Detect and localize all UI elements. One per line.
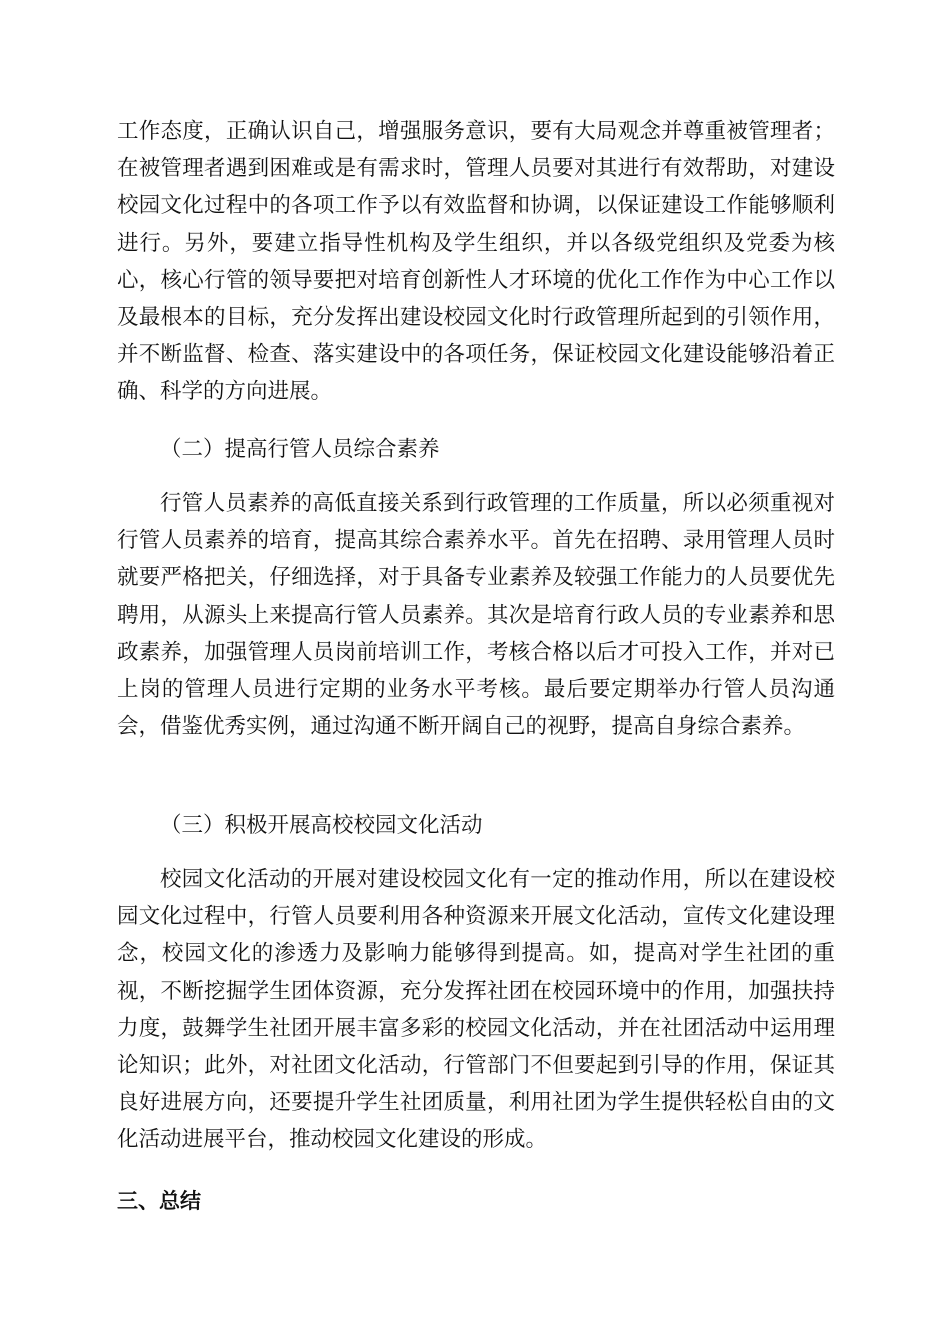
subheading-2: （二）提高行管人员综合素养 bbox=[160, 437, 440, 462]
section-a bbox=[117, 113, 835, 411]
body-paragraph-2: 行管人员素养的高低直接关系到行政管理的工作质量，所以必须重视对行管人员素养的培育，提高其综合素养水平。首先在招聘、录用管理人员时就要严格把关，仔细选择，对于具备专业素养及较强工作能力的人员要优先聘用，从源头上来提高行管人员素养。其次是培育行政人员的专业素养和思政素养，加强管理人员岗前培训工作，考核合格以后才可投入工作，并对已上岗的管理人员进行定期的业务水平考核。最后要定期举办行管人员沟通会，借鉴优秀实例，通过沟通不断开阔自己的视野，提高自身综合素养。 bbox=[117, 491, 835, 740]
section-c bbox=[117, 861, 835, 1159]
section-heading-summary: 三、总结 bbox=[117, 1189, 201, 1213]
body-paragraph-1: 工作态度，正确认识自己，增强服务意识，要有大局观念并尊重被管理者；在被管理者遇到困难或是有需求时，管理人员要对其进行有效帮助，对建设校园文化过程中的各项工作予以有效监督和协调，以保证建设工作能够顺利进行。另外，要建立指导性机构及学生组织，并以各级党组织及党委为核心，核心行管的领导要把对培育创新性人才环境的优化工作作为中心工作以及最根本的目标，充分发挥出建设校园文化时行政管理所起到的引领作用，并不断监督、检查、落实建设中的各项任务，保证校园文化建设能够沿着正确、科学的方向进展。 bbox=[117, 119, 835, 405]
subheading-3: （三）积极开展高校校园文化活动 bbox=[160, 813, 483, 838]
section-b bbox=[117, 485, 835, 745]
body-paragraph-3: 校园文化活动的开展对建设校园文化有一定的推动作用，所以在建设校园文化过程中，行管人员要利用各种资源来开展文化活动，宣传文化建设理念，校园文化的渗透力及影响力能够得到提高。如，提高对学生社团的重视，不断挖掘学生团体资源，充分发挥社团在校园环境中的作用，加强扶持力度，鼓舞学生社团开展丰富多彩的校园文化活动，并在社团活动中运用理论知识；此外，对社团文化活动，行管部门不但要起到引导的作用，保证其良好进展方向，还要提升学生社团质量，利用社团为学生提供轻松自由的文化活动进展平台，推动校园文化建设的形成。 bbox=[117, 867, 835, 1153]
